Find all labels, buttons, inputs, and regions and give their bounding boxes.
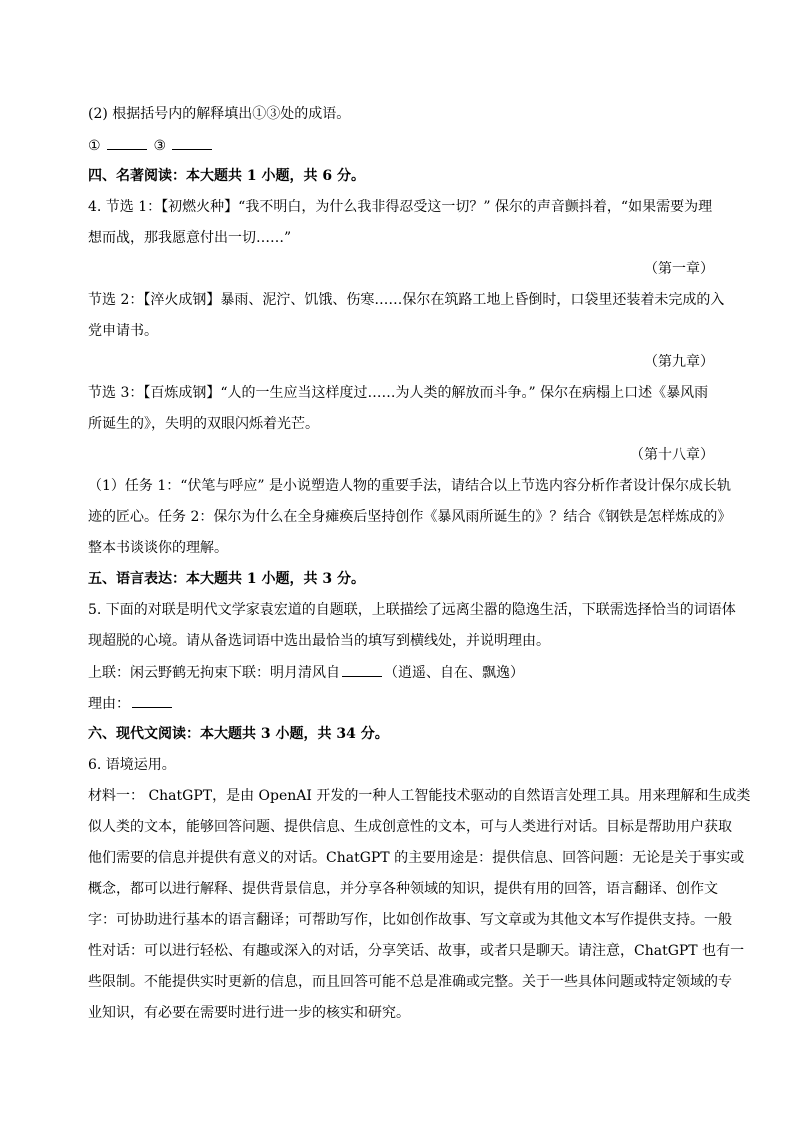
excerpt-2-line-2: 党申请书。 <box>88 323 158 339</box>
material-1-line-6: 性对话：可以进行轻松、有趣或深入的对话，分享笑话、故事，或者只是聊天。请注意，ChatGPT 也有一 <box>88 943 745 959</box>
task-line-2: 迹的匠心。任务 2：保尔为什么在全身瘫痪后坚持创作《暴风雨所诞生的》？结合《钢铁是怎样炼成的》 <box>88 509 732 525</box>
material-1-line-5: 字：可协助进行基本的语言翻译；可帮助写作，比如创作故事、写文章或为其他文本写作提供支持。一般 <box>88 912 732 928</box>
couplet-line <box>88 662 524 683</box>
question-5-line-2: 现超脱的心境。请从备选词语中选出最恰当的填写到横线处，并说明理由。 <box>88 633 550 649</box>
blank-label-1: ① <box>88 138 101 154</box>
blank-label-3: ③ <box>153 138 167 154</box>
reason-answer-blank[interactable] <box>132 693 172 708</box>
reason-line <box>88 693 174 714</box>
section-heading-6: 六、现代文阅读：本大题共 3 小题，共 34 分。 <box>88 726 389 742</box>
excerpt-1-line-2: 想而战，那我愿意付出一切……” <box>88 230 292 246</box>
task-line-3: 整本书谈谈你的理解。 <box>88 540 228 556</box>
chapter-ref-1: （第一章） <box>644 261 714 277</box>
answer-blank-1[interactable] <box>107 135 147 150</box>
excerpt-2-line-1: 节选 2：【淬火成钢】暴雨、泥泞、饥饿、伤寒……保尔在筑路工地上昏倒时，口袋里还装着未完成的入 <box>88 292 725 308</box>
question-6-title: 6. 语境运用。 <box>88 757 176 773</box>
couplet-text: 上联：闲云野鹤无拘束下联：明月清风自 <box>88 665 340 681</box>
chapter-ref-2: （第九章） <box>644 354 714 370</box>
couplet-answer-blank[interactable] <box>342 662 382 677</box>
section-heading-4: 四、名著阅读：本大题共 1 小题，共 6 分。 <box>88 168 365 184</box>
excerpt-3-line-2: 所诞生的》，失明的双眼闪烁着光芒。 <box>88 416 319 432</box>
material-1-line-1: 材料一： ChatGPT，是由 OpenAI 开发的一种人工智能技术驱动的自然语言处理工具。用来理解和生成类 <box>88 788 751 804</box>
excerpt-1-line-1: 4. 节选 1：【初燃火种】“我不明白，为什么我非得忍受这一切？” 保尔的声音颤抖着，“如果需要为理 <box>88 199 713 215</box>
task-line-1: （1）任务 1：“伏笔与呼应” 是小说塑造人物的重要手法，请结合以上节选内容分析作者设计保尔成长轨 <box>88 478 732 494</box>
material-1-line-3: 他们需要的信息并提供有意义的对话。ChatGPT 的主要用途是：提供信息、回答问题：无论是关于事实或 <box>88 850 745 866</box>
section-heading-5: 五、语言表达：本大题共 1 小题，共 3 分。 <box>88 571 365 587</box>
material-1-line-2: 似人类的文本，能够回答问题、提供信息、生成创意性的文本，可与人类进行对话。目标是帮助用户获取 <box>88 819 732 835</box>
couplet-options: （逍遥、自在、飘逸） <box>384 665 524 681</box>
reason-label: 理由： <box>88 696 130 712</box>
question-2-instruction: (2) 根据括号内的解释填出①③处的成语。 <box>88 106 351 122</box>
material-1-line-8: 业知识，有必要在需要时进行进一步的核实和研究。 <box>88 1005 410 1021</box>
answer-blank-3[interactable] <box>172 135 212 150</box>
answer-blanks-line <box>88 135 214 156</box>
chapter-ref-3: （第十八章） <box>630 447 714 463</box>
question-5-line-1: 5. 下面的对联是明代文学家袁宏道的自题联，上联描绘了远离尘嚣的隐逸生活，下联需选择恰当的词语体 <box>88 602 736 618</box>
excerpt-3-line-1: 节选 3：【百炼成钢】“人的一生应当这样度过……为人类的解放而斗争。” 保尔在病榻上口述《暴风雨 <box>88 385 709 401</box>
material-1-line-7: 些限制。不能提供实时更新的信息，而且回答可能不总是准确或完整。关于一些具体问题或特定领域的专 <box>88 974 732 990</box>
material-1-line-4: 概念，都可以进行解释、提供背景信息，并分享各种领域的知识，提供有用的回答，语言翻译、创作文 <box>88 881 718 897</box>
